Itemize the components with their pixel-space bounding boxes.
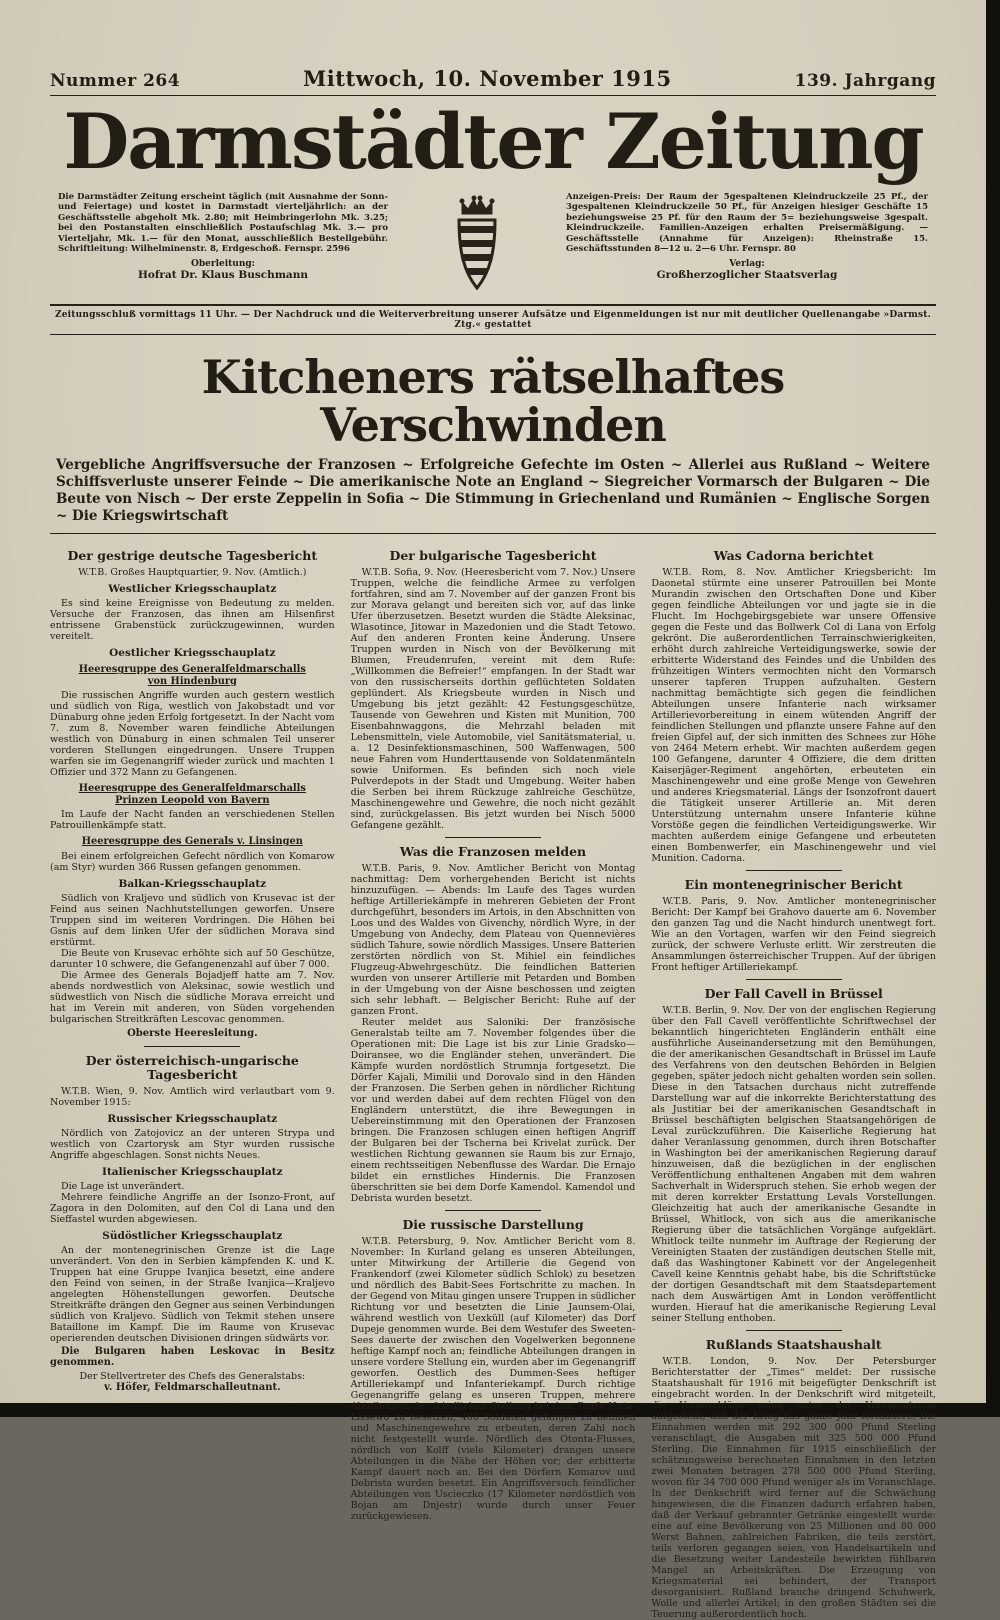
article-paragraph: W.T.B. Berlin, 9. Nov. Der von der englischen Regierung über den Fall Cavell veröffentlichte Schriftwechsel der bekanntlich hingerichteten Engländerin enthält eine ausführliche Auseinandersetzung mit den Bemühungen, die der amerikanischen Gesandtschaft in Brüssel im Laufe des Verfahrens von den deutschen Behörden in Belgien gegeben, später jedoch nicht gehalten worden sein sollen. Diese in den Tatsachen durchaus nicht zutreffende Darstellung war auf die inkorrekte Berichterstattung des als Justitiar bei der amerikanischen Gesandtschaft in Brüssel beschäftigten belgischen Staatsangehörigen de Leval zurückzuführen. Die Kaiserliche Regierung hat daher Veranlassung genommen, durch ihren Botschafter in Washington bei der amerikanischen Regierung darauf hinzuweisen, daß die bezüglichen in der englischen Veröffentlichung enthaltenen Angaben mit dem wahren Sachverhalt in Widerspruch stehen. Sie erhob wegen der mit deren korrekter Erstattung Levals Vorstellungen. Gleichzeitig hat auch der amerikanische Gesandte in Brüssel, Whitlock, von sich aus die amerikanische Regierung über die tatsächlichen Vorgänge aufgeklärt. Whitlock teilte nunmehr im Auftrage der Regierung der Vereinigten Staaten der zuständigen deutschen Stelle mit, daß das Washingtoner Kabinett vor der Angelegenheit Cavell keine Kenntnis gehabt habe, bis die Schriftstücke der dortigen Gesandtschaft mit dem Staatsdepartement nach dem Auswärtigen Amt in London veröffentlicht wurden. Hierauf hat die amerikanische Regierung Leval seiner Stellung enthoben. bbox=[651, 1005, 937, 1325]
article-paragraph-bold: Die Bulgaren haben Leskovac in Besitz genommen. bbox=[50, 1345, 335, 1369]
article-heading: Rußlands Staatshaushalt bbox=[705, 1337, 882, 1353]
article-paragraph: W.T.B. London, 9. Nov. Der Petersburger Berichterstatter der „Times“ meldet: Der russische Staatshaushalt für 1916 mit beigefügter Denkschrift ist eingebracht worden. In der Denkschrift wird mitgeteilt, die Voranschläge seien unter der Voraussetzung aufgestellt, daß der Krieg das ganze Jahr fortdauere. Die Einnahmen werden mit 292 300 000 Pfund Sterling veranschlagt, die Ausgaben mit 325 500 000 Pfund Sterling. Die Einnahmen für 1915 einschließlich der schätzungsweise berechneten Einnahmen in den letzten zwei Monaten betragen 278 500 000 Pfund Sterling, wovon für 34 700 000 Pfund weniger als im Voranschlage. In der Denkschrift wird ferner auf die Schwächung hingewiesen, die die Finanzen dadurch erfahren haben, daß der Verkauf gebrannter Getränke eingestellt wurde: eine auf eine Bevölkerung von 25 Millionen und 80 000 Werst Bahnen, zahlreichen Fabriken, die teils zerstört, teils verloren gegangen seien, von Handelsartikeln und die Besetzung weiter Landesteile bewirkten fühlbaren Mangel an Arbeitskräften. Die Erzeugung von Kriegsmaterial sei behindert, der Transport desorganisiert. Rußland brauche dringend Schuhwerk, Wolle und allerlei Artikel; in den großen Städten sei die Teuerung außerordentlich hoch. bbox=[651, 1356, 937, 1620]
signature-line: Der Stellvertreter des Chefs des Generalstabs: bbox=[79, 1370, 306, 1382]
section-subheading: Balkan-Kriegsschauplatz bbox=[118, 877, 267, 890]
article-heading: Was die Franzosen melden bbox=[399, 844, 587, 860]
header-row bbox=[50, 66, 936, 96]
article-paragraph: Die Beute von Krusevac erhöhte sich auf 50 Geschütze, darunter 10 schwere, die Gefangenenzahl auf über 7 000. bbox=[50, 947, 335, 970]
news-column-2 bbox=[350, 542, 636, 1523]
date-line: Mittwoch, 10. November 1915 bbox=[303, 66, 672, 91]
section-subheading: Oestlicher Kriegsschauplatz bbox=[109, 647, 276, 660]
article-paragraph: W.T.B. Paris, 9. Nov. Amtlicher montenegrinischer Bericht: Der Kampf bei Grahovo dauerte am 6. November den ganzen Tag und die Nacht hindurch unentwegt fort. Wie an den Vortagen, warfen wir den Feind siegreich zurück, der schwere Verluste erlitt. Wir zerstreuten die Ansammlungen österreichischer Truppen. Auf der übrigen Front heftiger Artilleriekampf. bbox=[651, 896, 937, 974]
imprint-section bbox=[58, 192, 928, 298]
group-subheading: Heeresgruppe des Generalfeldmarschalls Prinzen Leopold von Bayern bbox=[78, 783, 306, 806]
article-paragraph: W.T.B. Paris, 9. Nov. Amtlicher Bericht von Montag nachmittag: Dem vorhergehenden Bericht ist nichts hinzuzufügen. — Abends: Im Laufe des Tages wurden heftige Artilleriekämpfe in mehreren Gebieten der Front durchgeführt, besonders im Artois, in den Abschnitten von Loos und des Waldes von Givenchy, nördlich Wyre, in der Umgebung von Andechy, dem Plateau von Quennevières südlich Tahure, sowie nördlich Massiges. Unsere Batterien zerstörten nördlich von St. Mihiel ein feindliches Flugzeug-Abwehrgeschütz. Die feindlichen Batterien wurden von unserer Artillerie mit Petarden und Bomben in der Umgebung von der Aisne beschossen und zeigten sich sehr lebhaft. — Belgischer Bericht: Ruhe auf der ganzen Front. bbox=[350, 863, 636, 1018]
article-divider bbox=[746, 1330, 842, 1331]
article-paragraph: Bei einem erfolgreichen Gefecht nördlich von Komarow (am Styr) wurden 366 Russen gefangen genommen. bbox=[50, 850, 335, 873]
article-paragraph: Die Lage ist unverändert. bbox=[61, 1180, 185, 1192]
news-column-3 bbox=[651, 542, 937, 1620]
section-subheading: Westlicher Kriegsschauplatz bbox=[108, 583, 277, 596]
subscription-text: Die Darmstädter Zeitung erscheint täglich (mit Ausnahme der Sonn- und Feiertage) und kostet in Darmstadt vierteljährlich: an der Geschäftsstelle abgeholt Mk. 2.80; mit Heimbringerlohn Mk. 3.25; bei den Postanstalten einschließlich Postaufschlag Mk. 3.— pro Vierteljahr, Mk. 1.— für den Monat, ausschließlich Bestellgebühr. Schriftleitung: Wilhelminenstr. 8, Erdgeschoß. Fernspr. 2596 bbox=[58, 191, 388, 255]
article-heading: Der österreichisch-ungarische Tagesbericht bbox=[85, 1052, 299, 1082]
signature-line: v. Höfer, Feldmarschalleutnant. bbox=[104, 1381, 281, 1393]
subscription-info bbox=[58, 192, 388, 281]
article-paragraph: Nördlich von Zatojovicz an der unteren Strypa und westlich von Czartorysk am Styr wurden russische Angriffe abgeschlagen. Sonst nichts Neues. bbox=[50, 1127, 335, 1161]
article-paragraph: An der montenegrinischen Grenze ist die Lage unverändert. Von den in Serbien kämpfenden K. und K. Truppen hat eine Gruppe Ivanjica besetzt, eine andere den Feind von seinen, in der Straße Ivanjica—Kraljevo angelegten Höhenstellungen geworfen. Deutsche Streitkräfte drängen den Gegner aus seinen Verbindungen südlich von Kraljevo. Südlich von Tekmit stehen unsere Bataillone im Kampf. Die im Raume von Krusevac operierenden deutschen Divisionen dringen südwärts vor. bbox=[50, 1244, 335, 1344]
article-paragraph: W.T.B. Sofia, 9. Nov. (Heeresbericht vom 7. Nov.) Unsere Truppen, welche die feindliche Armee zu verfolgen fortfahren, sind am 7. November auf der ganzen Front bis zur Morava gelangt und bereiten sich vor, auf das linke Ufer überzusetzen. Besetzt wurden die Städte Aleksinac, Wlasotince, Jitowar in Mazedonien und die Stadt Tetowo. Auf den anderen Fronten keine Änderung. Unsere Truppen wurden in Nisch von der Bevölkerung mit Blumen, Freudenrufen, vereint mit dem Rufe: „Willkommen die Befreier!“ empfangen. In der Stadt war von den russischerseits dorthin geflüchteten Soldaten geplündert. Als Kriegsbeute wurden in Nisch und Umgebung bis jetzt gezählt: 42 Festungsgeschütze, Tausende von Gewehren und Kisten mit Munition, 700 Eisenbahnwaggons, die Mehrzahl beladen mit Lebensmitteln, viele Automobile, viel Sanitätsmaterial, u. a. 12 Desinfektionsmaschinen, 500 Waffenwagen, 500 neue Fahren vom Hunderttausende von Soldatenmänteln sowie Uniformen. Es befinden sich noch viele Pulverdepots in der Stadt und Umgebung. Weiter haben die Serben bei ihrem Rückzuge zahlreiche Geschütze, Maschinengewehre und Gewehre, die noch nicht gezählt sind, zurückgelassen. Bis jetzt wurden bei Nisch 5000 Gefangene gezählt. bbox=[350, 567, 636, 832]
section-subheading: Italienischer Kriegsschauplatz bbox=[102, 1165, 283, 1178]
article-heading: Der Fall Cavell in Brüssel bbox=[704, 986, 883, 1002]
article-heading: Der bulgarische Tagesbericht bbox=[389, 548, 597, 564]
article-paragraph: Es sind keine Ereignisse von Bedeutung zu melden. Versuche der Franzosen, das ihnen am Hilsenfirst entrissene Grabenstück zurückzugewinnen, wurden vereitelt. bbox=[50, 598, 335, 643]
article-paragraph: Im Laufe der Nacht fanden an verschiedenen Stellen Patrouillenkämpfe statt. bbox=[50, 809, 335, 832]
sub-headline: Vergebliche Angriffsversuche der Franzosen ~ Erfolgreiche Gefechte im Osten ~ Allerlei aus Rußland ~ Weitere Schiffsverluste unserer Feinde ~ Die amerikanische Note an England ~ Siegreicher Vormarsch der Bulgaren ~ Die Beute von Nisch ~ Der erste Zeppelin in Sofia ~ Die Stimmung in Griechenland und Rumänien ~ Englische Sorgen ~ Die Kriegswirtschaft bbox=[56, 457, 930, 525]
editor-name: Hofrat Dr. Klaus Buschmann bbox=[137, 269, 308, 282]
reprint-notice: Zeitungsschluß vormittags 11 Uhr. — Der Nachdruck und die Weiterverbreitung unserer Aufsätze und Eigenmeldungen ist nur mit deutlicher Quellenangabe »Darmst. Ztg.« gestattet bbox=[50, 304, 936, 335]
section-subheading: Südöstlicher Kriegsschauplatz bbox=[102, 1229, 283, 1242]
masthead-title: Darmstädter Zeitung bbox=[63, 97, 923, 186]
article-paragraph: W.T.B. Rom, 8. Nov. Amtlicher Kriegsbericht: Im Daonetal stürmte eine unserer Patrouillen bei Monte Murandin zwischen den Ortschaften Done und Kiber gegen feindliche Abteilungen vor und jagte sie in die Flucht. Im Hochgebirgsgebiete war unsere Offensive gegen die Feste und das Bollwerk Col di Lana von Erfolg gekrönt. Die außerordentlichen Terrainschwierigkeiten, erhöht durch zahlreiche Verteidigungswerke, sowie der erbitterte Widerstand des Feindes und die Unbilden des frühzeitigen Winters vermochten nicht den Vormarsch unserer tapferen Truppen aufzuhalten. Gestern nachmittag bemächtigte sich gegen die feindlichen Abteilungen unsere Infanterie nach wirksamer Artillerievorbereitung in einem wütenden Angriff der feindlichen Stellungen und pflanzte unsere Fahne auf den freien Gipfel auf, der sich inmitten des Schnees zur Höhe von 2464 Metern erhebt. Wir machten außerdem gegen 100 Gefangene, darunter 4 Offiziere, die dem dritten Kaiserjäger-Regiment angehörten, erbeuteten ein Maschinengewehr und eine große Menge von Gewehren und anderes Kriegsmaterial. Längs der Isonzofront dauert die Tätigkeit unserer Artillerie an. Mit deren Unterstützung unternahm unsere Infanterie kühne Vorstöße gegen die feindlichen Verteidigungswerke. Wir machten außerdem einige Gefangene und erbeuteten einen Bombenwerfer, ein Maschinengewehr und viel Munition. Cadorna. bbox=[651, 567, 937, 865]
publisher-name: Großherzoglicher Staatsverlag bbox=[656, 269, 838, 282]
main-headline: Kitcheners rätselhaftes Verschwinden bbox=[201, 349, 785, 453]
article-divider bbox=[746, 870, 842, 871]
article-heading: Ein montenegrinischer Bericht bbox=[684, 877, 903, 893]
group-subheading: Heeresgruppe des Generals v. Linsingen bbox=[81, 836, 303, 848]
article-divider bbox=[746, 979, 842, 980]
article-divider bbox=[144, 1046, 240, 1047]
article-paragraph: Die russischen Angriffe wurden auch gestern westlich und südlich von Riga, westlich von Jakobstadt und vor Dünaburg ohne jeden Erfolg fortgesetzt. In der Nacht vom 7. zum 8. November waren feindliche Abteilungen westlich von Dünaburg in einen schmalen Teil unserer vorderen Stellungen eingedrungen. Unsere Truppen warfen sie im Gegenangriff wieder zurück und machten 1 Offizier und 372 Mann zu Gefangenen. bbox=[50, 690, 335, 779]
columns bbox=[50, 542, 937, 1620]
article-paragraph: Reuter meldet aus Saloniki: Der französische Generalstab teilte am 7. November folgendes über die Operationen mit: Die Lage ist bis zur Linie Gradsko—Doiransee, wo die Engländer stehen, unverändert. Die Kämpfe wurden nordöstlich Strumnja fortgesetzt. Die Dörfer Kajali, Mimilii und Dorovalo sind in den Händen der Franzosen. Die Serben gehen in nördlicher Richtung vor und werden dabei auf dem rechten Flügel von den Engländern unterstützt, die ihre Bewegungen in Uebereinstimmung mit den Operationen der Franzosen bringen. Die Franzosen schlugen einen heftigen Angriff der Bulgaren bei der Tscherna bei Krivelat zurück. Der westlichen Richtung gewannen sie Raum bis zur Ernajo, einem rechtsseitigen Nebenflusse des Wardar. Die Ernajo bildet ein ernstliches Hindernis. Die Franzosen überschritten sie bei dem Dorfe Kamendol. Kamendol und Debrista wurden besetzt. bbox=[350, 1017, 636, 1205]
coat-of-arms-icon bbox=[447, 194, 507, 298]
volume-number: 139. Jahrgang bbox=[794, 71, 936, 91]
signature-line: Oberste Heeresleitung. bbox=[127, 1027, 258, 1039]
scan-edge-right bbox=[986, 0, 1000, 1417]
article-paragraph: Südlich von Kraljevo und südlich von Krusevac ist der Feind aus seinen Nachhutstellungen geworfen. Unsere Truppen sind im weiteren Vordringen. Die Höhen bei Gsnis auf dem linken Ufer der südlichen Morava sind erstürmt. bbox=[50, 892, 335, 948]
section-subheading: Russischer Kriegsschauplatz bbox=[107, 1112, 278, 1125]
editor-role-label: Oberleitung: bbox=[190, 258, 256, 269]
group-subheading: Heeresgruppe des Generalfeldmarschalls von Hindenburg bbox=[78, 664, 306, 687]
article-paragraph: W.T.B. Petersburg, 9. Nov. Amtlicher Bericht vom 8. November: In Kurland gelang es unseren Abteilungen, unter Mitwirkung der Artillerie die Gegend von Frankendorf (zwei Kilometer südlich Schlok) zu besetzen und nördlich des Babit-Sees Fortschritte zu machen. In der Gegend von Mitau gingen unsere Truppen in südlicher Richtung vor und besetzten die Linie Jaunsem-Olai, während westlich von Uexküll (auf Kilometer) das Dorf Dupeje genommen wurde. Bei dem Westufer des Sweeten-Sees dauerte der zwischen den Vogelwerken begonnene heftige Kampf noch an; feindliche Abteilungen drangen in unsere vordere Stellung ein, wurden aber im Gegenangriff geworfen. Oestlich des Dummen-Sees heftiger Artilleriekampf und Infanteriekampf. Durch richtige Gegenangriffe gelang es unseren Truppen, mehrere Abteilungen der feindlichen Stellung bei dem Dorfe Huta-Lissewo zu besetzen, 400 Soldaten gefangen zu nehmen und Maschinengewehre zu erbeuten, deren Zahl noch nicht festgestellt wurde. Nördlich des Otonta-Flusses, nördlich von Kolff (viele Kilometer) drangen unsere Abteilungen in die Nähe der Höhen vor; der erbitterte Kampf dauert noch an. Bei den Dörfern Komarov und Debrista wurden besetzt. Ein Angriffsversuch feindlicher Abteilungen von Uscieczko (17 Kilometer nordöstlich von Bojan am Dnjestr) wurde durch unser Feuer zurückgewiesen. bbox=[350, 1236, 636, 1523]
article-paragraph: Mehrere feindliche Angriffe an der Isonzo-Front, auf Zagora in den Dolomiten, auf den Col di Lana und den Sieffastel wurden abgewiesen. bbox=[50, 1191, 335, 1225]
news-column-1 bbox=[50, 542, 335, 1444]
lead-section bbox=[50, 349, 936, 535]
advertising-info bbox=[566, 192, 928, 281]
article-heading: Der gestrige deutsche Tagesbericht bbox=[67, 548, 318, 564]
page-content bbox=[50, 66, 937, 1620]
advertising-text: Anzeigen-Preis: Der Raum der 5gespaltenen Kleindruckzeile 25 Pf., der 3gespaltenen Kleindruckzeile 50 Pf., für Anzeigen hiesiger Geschäfte 15 beziehungsweise 25 Pf. für den Raum der 5= beziehungsweise 3gespalt. Kleindruckzeile. Familien-Anzeigen erhalten Preisermäßigung. — Geschäftsstelle (Annahme für Anzeigen): Rheinstraße 15. Geschäftsstunden 8—12 u. 2—6 Uhr. Fernspr. 80 bbox=[566, 191, 928, 255]
article-divider bbox=[445, 1210, 541, 1211]
article-paragraph: W.T.B. Wien, 9. Nov. Amtlich wird verlautbart vom 9. November 1915: bbox=[50, 1085, 335, 1108]
article-heading: Die russische Darstellung bbox=[402, 1217, 584, 1233]
article-heading: Was Cadorna berichtet bbox=[713, 548, 874, 564]
issue-number: Nummer 264 bbox=[50, 71, 181, 91]
report-byline: W.T.B. Großes Hauptquartier, 9. Nov. (Amtlich.) bbox=[78, 567, 307, 579]
article-paragraph: Die Armee des Generals Bojadjeff hatte am 7. Nov. abends nordwestlich von Aleksinac, sowie westlich und südwestlich von Nisch die südliche Morava erreicht und hat im Verein mit anderen, von Süden vorgehenden bulgarischen Streitkräften Lescovac genommen. bbox=[50, 969, 335, 1025]
publisher-role-label: Verlag: bbox=[729, 258, 765, 269]
article-divider bbox=[445, 837, 541, 838]
